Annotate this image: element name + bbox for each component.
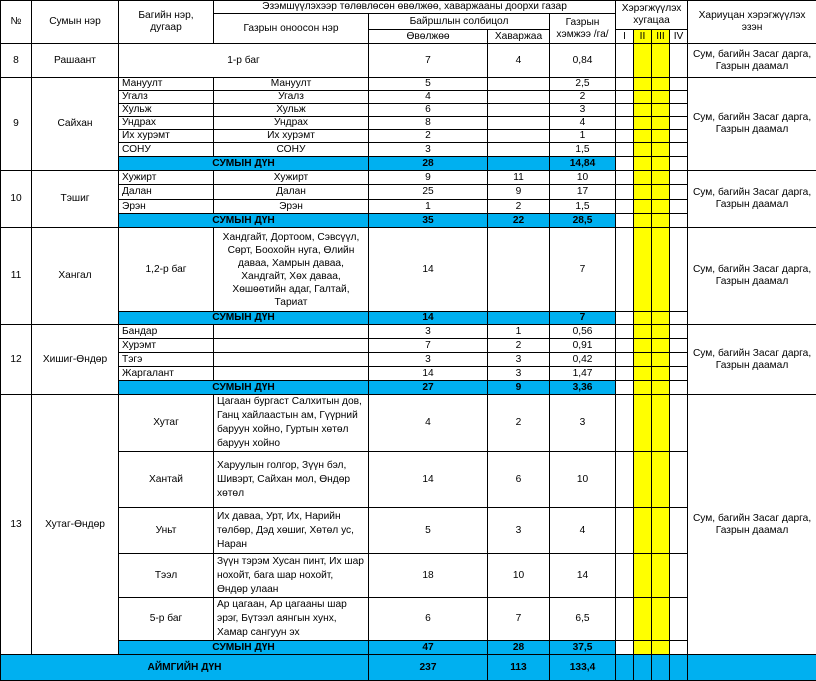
winter-value: 8	[369, 117, 488, 130]
size-value: 4	[550, 508, 616, 554]
term-cell	[634, 554, 652, 598]
spring-value: 1	[488, 325, 550, 339]
area-name: Харуулын голгор, Зүүн бэл, Шивэрт, Сайхан мол, Өндөр хөтөл	[214, 452, 369, 508]
term-cell	[652, 325, 670, 339]
bag-name: Хутаг	[119, 395, 214, 452]
bag-name: Уньт	[119, 508, 214, 554]
area-name	[214, 339, 369, 353]
subtotal-size: 3,36	[550, 381, 616, 395]
spring-value	[488, 228, 550, 312]
subtotal-label: СУМЫН ДҮН	[119, 641, 369, 655]
area-name	[214, 367, 369, 381]
size-value: 1	[550, 130, 616, 143]
subtotal-winter: 27	[369, 381, 488, 395]
responsible: Сум, багийн Засаг дарга, Газрын даамал	[688, 171, 816, 228]
term-cell	[670, 554, 688, 598]
term-cell	[616, 395, 634, 452]
term-cell	[634, 200, 652, 214]
term-cell	[616, 598, 634, 641]
header-soum: Сумын нэр	[32, 1, 119, 44]
term-cell	[634, 381, 652, 395]
responsible: Сум, багийн Засаг дарга, Газрын даамал	[688, 228, 816, 325]
term-cell	[616, 339, 634, 353]
term-cell	[616, 200, 634, 214]
header-top: Эзэмшүүлэхээр төлөвлөсөн өвөлжөө, хаваржааны доорхи газар	[214, 1, 616, 14]
term-cell	[616, 157, 634, 171]
term-cell	[652, 367, 670, 381]
term-cell	[634, 143, 652, 157]
term-cell	[616, 117, 634, 130]
term-cell	[670, 200, 688, 214]
bag-name: Далан	[119, 185, 214, 200]
term-cell	[616, 44, 634, 78]
subtotal-spring	[488, 157, 550, 171]
area-name: Ар цагаан, Ар цагааны шар эрэг, Бүтээл аянгын хунх, Хамар сангуун эх	[214, 598, 369, 641]
term-cell	[652, 228, 670, 312]
bag-name: Жаргалант	[119, 367, 214, 381]
term-cell	[634, 78, 652, 91]
term-cell	[634, 353, 652, 367]
term-cell	[670, 508, 688, 554]
responsible: Сум, багийн Засаг дарга, Газрын даамал	[688, 44, 816, 78]
total-label: АЙМГИЙН ДҮН	[1, 655, 369, 681]
responsible: Сум, багийн Засаг дарга, Газрын даамал	[688, 78, 816, 171]
subtotal-spring: 28	[488, 641, 550, 655]
term-cell	[670, 171, 688, 185]
area-name: Хандгайт, Дортоом, Сэвсүүл, Сөрт, Боохойн нуга, Өлийн даваа, Хамрын даваа, Хандгайт, Хөх даваа, Хөшөөтийн адаг, Галтай, Тариат	[214, 228, 369, 312]
term-cell	[634, 91, 652, 104]
term-cell	[670, 641, 688, 655]
subtotal-winter: 35	[369, 214, 488, 228]
size-value: 1,5	[550, 143, 616, 157]
soum-name: Хангал	[32, 228, 119, 325]
row-num: 11	[1, 228, 32, 325]
size-value: 1,5	[550, 200, 616, 214]
header-existing: Байршлын солбицол	[369, 14, 550, 30]
term-cell	[670, 130, 688, 143]
winter-value: 3	[369, 353, 488, 367]
term-cell	[652, 143, 670, 157]
bag-name: Хурэмт	[119, 339, 214, 353]
header-term-t1: I	[616, 30, 634, 44]
term-cell	[616, 143, 634, 157]
spring-value: 2	[488, 200, 550, 214]
table-row	[1, 325, 816, 339]
table-row	[1, 78, 816, 91]
spring-value: 2	[488, 395, 550, 452]
header-bag: Багийн нэр, дугаар	[119, 1, 214, 44]
term-cell	[652, 641, 670, 655]
term-cell	[652, 130, 670, 143]
term-cell	[634, 641, 652, 655]
size-value: 7	[550, 228, 616, 312]
row-num: 13	[1, 395, 32, 655]
header-term-t2: II	[634, 30, 652, 44]
term-cell	[670, 157, 688, 171]
bag-name: Угалз	[119, 91, 214, 104]
bag-name: Тээл	[119, 554, 214, 598]
term-cell	[670, 452, 688, 508]
size-value: 17	[550, 185, 616, 200]
bag-name: Ундрах	[119, 117, 214, 130]
area-name: Их даваа, Урт, Их, Нарийн төлбөр, Дэд хөшиг, Хөтөл ус, Наран	[214, 508, 369, 554]
term-cell	[652, 381, 670, 395]
header-winter: Өвөлжөө	[369, 30, 488, 44]
term-cell	[616, 91, 634, 104]
spring-value	[488, 117, 550, 130]
total-resp	[688, 655, 816, 681]
bag-name: 1,2-р баг	[119, 228, 214, 312]
term-cell	[616, 185, 634, 200]
area-name: Далан	[214, 185, 369, 200]
term-cell	[652, 312, 670, 325]
header-term: Хэрэгжүүлэх хугацаа	[616, 1, 688, 30]
subtotal-label: СУМЫН ДҮН	[119, 381, 369, 395]
term-cell	[652, 395, 670, 452]
term-cell	[634, 598, 652, 641]
subtotal-spring: 22	[488, 214, 550, 228]
soum-name: Сайхан	[32, 78, 119, 171]
table-row	[1, 44, 816, 78]
area-name: Цагаан бургаст Салхитын дов, Ганц хайлаастын ам, Гүүрний баруун хойно, Гуртын хөтөл баруун хойно	[214, 395, 369, 452]
row-num: 8	[1, 44, 32, 78]
bag-name: Хужирт	[119, 171, 214, 185]
term-cell	[652, 185, 670, 200]
size-value: 0,42	[550, 353, 616, 367]
term-cell	[652, 171, 670, 185]
header-spring: Хаваржаа	[488, 30, 550, 44]
winter-value: 5	[369, 508, 488, 554]
term-cell	[670, 78, 688, 91]
bag-name: Бандар	[119, 325, 214, 339]
term-cell	[652, 452, 670, 508]
term-cell	[652, 117, 670, 130]
area-name	[214, 353, 369, 367]
winter-value: 6	[369, 104, 488, 117]
spring-value	[488, 78, 550, 91]
winter-value: 14	[369, 228, 488, 312]
winter-value: 1	[369, 200, 488, 214]
size-value: 14	[550, 554, 616, 598]
winter-value: 25	[369, 185, 488, 200]
total-winter: 237	[369, 655, 488, 681]
term-cell	[616, 78, 634, 91]
winter-value: 14	[369, 452, 488, 508]
term-cell	[616, 353, 634, 367]
area-name: СОНУ	[214, 143, 369, 157]
term-cell	[616, 214, 634, 228]
term-cell	[652, 598, 670, 641]
size-value: 3	[550, 104, 616, 117]
term-cell	[634, 228, 652, 312]
term-cell	[616, 381, 634, 395]
winter-value: 14	[369, 367, 488, 381]
spring-value: 3	[488, 353, 550, 367]
term-cell	[670, 381, 688, 395]
area-name: Ундрах	[214, 117, 369, 130]
term-cell	[652, 91, 670, 104]
winter-value: 7	[369, 44, 488, 78]
spring-value: 3	[488, 508, 550, 554]
term-cell	[670, 214, 688, 228]
term-cell	[616, 312, 634, 325]
term-cell	[634, 655, 652, 681]
spring-value: 3	[488, 367, 550, 381]
spring-value	[488, 104, 550, 117]
winter-value: 4	[369, 91, 488, 104]
table-row	[1, 228, 816, 312]
area-name: Их хурэмт	[214, 130, 369, 143]
term-cell	[634, 157, 652, 171]
term-cell	[616, 508, 634, 554]
area-name: Угалз	[214, 91, 369, 104]
term-cell	[670, 185, 688, 200]
header-size: Газрын хэмжээ /га/	[550, 14, 616, 44]
header-term-t3: III	[652, 30, 670, 44]
term-cell	[652, 157, 670, 171]
winter-value: 2	[369, 130, 488, 143]
row-num: 10	[1, 171, 32, 228]
term-cell	[634, 367, 652, 381]
subtotal-size: 7	[550, 312, 616, 325]
term-cell	[670, 395, 688, 452]
soum-name: Тэшиг	[32, 171, 119, 228]
subtotal-label: СУМЫН ДҮН	[119, 312, 369, 325]
term-cell	[616, 641, 634, 655]
term-cell	[670, 104, 688, 117]
soum-name: Рашаант	[32, 44, 119, 78]
subtotal-size: 14,84	[550, 157, 616, 171]
subtotal-size: 28,5	[550, 214, 616, 228]
term-cell	[616, 171, 634, 185]
term-cell	[634, 214, 652, 228]
size-value: 6,5	[550, 598, 616, 641]
term-cell	[670, 117, 688, 130]
term-cell	[652, 655, 670, 681]
term-cell	[670, 655, 688, 681]
bag-name: 5-р баг	[119, 598, 214, 641]
winter-value: 4	[369, 395, 488, 452]
size-value: 1,47	[550, 367, 616, 381]
term-cell	[616, 554, 634, 598]
size-value: 0,91	[550, 339, 616, 353]
size-value: 2,5	[550, 78, 616, 91]
term-cell	[634, 117, 652, 130]
total-size: 133,4	[550, 655, 616, 681]
term-cell	[652, 200, 670, 214]
area-name: Зүүн тэрэм Хусан пинт, Их шар нохойт, бага шар нохойт, Өндөр улаан	[214, 554, 369, 598]
size-value: 10	[550, 452, 616, 508]
soum-name: Хутаг-Өндөр	[32, 395, 119, 655]
table-row	[1, 395, 816, 452]
subtotal-spring: 9	[488, 381, 550, 395]
bag-name: Эрэн	[119, 200, 214, 214]
soum-name: Хишиг-Өндөр	[32, 325, 119, 395]
size-value: 3	[550, 395, 616, 452]
term-cell	[634, 339, 652, 353]
header-num: №	[1, 1, 32, 44]
term-cell	[652, 339, 670, 353]
subtotal-winter: 28	[369, 157, 488, 171]
spring-value: 11	[488, 171, 550, 185]
winter-value: 6	[369, 598, 488, 641]
spring-value: 4	[488, 44, 550, 78]
term-cell	[634, 508, 652, 554]
term-cell	[670, 91, 688, 104]
size-value: 0,56	[550, 325, 616, 339]
winter-value: 7	[369, 339, 488, 353]
term-cell	[670, 143, 688, 157]
area-name	[214, 325, 369, 339]
table-row	[1, 655, 816, 681]
subtotal-size: 37,5	[550, 641, 616, 655]
size-value: 10	[550, 171, 616, 185]
winter-value: 18	[369, 554, 488, 598]
winter-value: 3	[369, 325, 488, 339]
subtotal-winter: 47	[369, 641, 488, 655]
bag-name: Их хурэмт	[119, 130, 214, 143]
area-name: Хульж	[214, 104, 369, 117]
table-row	[1, 1, 816, 14]
responsible: Сум, багийн Засаг дарга, Газрын даамал	[688, 325, 816, 395]
winter-value: 3	[369, 143, 488, 157]
term-cell	[616, 325, 634, 339]
bag-name: Хантай	[119, 452, 214, 508]
term-cell	[670, 367, 688, 381]
term-cell	[616, 130, 634, 143]
spring-value: 9	[488, 185, 550, 200]
term-cell	[652, 214, 670, 228]
term-cell	[634, 44, 652, 78]
term-cell	[652, 353, 670, 367]
term-cell	[670, 598, 688, 641]
spring-value: 7	[488, 598, 550, 641]
header-term-t4: IV	[670, 30, 688, 44]
term-cell	[616, 655, 634, 681]
winter-value: 5	[369, 78, 488, 91]
term-cell	[652, 44, 670, 78]
term-cell	[634, 312, 652, 325]
bag-name: 1-р баг	[119, 44, 369, 78]
term-cell	[634, 171, 652, 185]
bag-name: Хульж	[119, 104, 214, 117]
term-cell	[670, 228, 688, 312]
term-cell	[634, 325, 652, 339]
term-cell	[670, 325, 688, 339]
spring-value	[488, 130, 550, 143]
term-cell	[634, 395, 652, 452]
row-num: 12	[1, 325, 32, 395]
subtotal-spring	[488, 312, 550, 325]
area-name: Эрэн	[214, 200, 369, 214]
subtotal-label: СУМЫН ДҮН	[119, 214, 369, 228]
term-cell	[670, 44, 688, 78]
term-cell	[652, 104, 670, 117]
responsible: Сум, багийн Засаг дарга, Газрын даамал	[688, 395, 816, 655]
area-name: Хужирт	[214, 171, 369, 185]
spring-value	[488, 143, 550, 157]
term-cell	[670, 353, 688, 367]
winter-value: 9	[369, 171, 488, 185]
total-spring: 113	[488, 655, 550, 681]
size-value: 0,84	[550, 44, 616, 78]
spring-value: 2	[488, 339, 550, 353]
term-cell	[634, 130, 652, 143]
term-cell	[634, 452, 652, 508]
row-num: 9	[1, 78, 32, 171]
term-cell	[616, 104, 634, 117]
term-cell	[616, 228, 634, 312]
term-cell	[634, 104, 652, 117]
term-cell	[670, 312, 688, 325]
term-cell	[634, 185, 652, 200]
header-area-name: Газрын оноосон нэр	[214, 14, 369, 44]
subtotal-winter: 14	[369, 312, 488, 325]
area-name: Мануулт	[214, 78, 369, 91]
term-cell	[616, 452, 634, 508]
subtotal-label: СУМЫН ДҮН	[119, 157, 369, 171]
term-cell	[652, 78, 670, 91]
size-value: 2	[550, 91, 616, 104]
bag-name: Мануулт	[119, 78, 214, 91]
header-resp: Хариуцан хэрэгжүүлэх эзэн	[688, 1, 816, 44]
spring-value	[488, 91, 550, 104]
size-value: 4	[550, 117, 616, 130]
spring-value: 6	[488, 452, 550, 508]
term-cell	[616, 367, 634, 381]
term-cell	[652, 554, 670, 598]
table-row	[1, 171, 816, 185]
term-cell	[670, 339, 688, 353]
term-cell	[652, 508, 670, 554]
bag-name: СОНУ	[119, 143, 214, 157]
spring-value: 10	[488, 554, 550, 598]
bag-name: Тэгэ	[119, 353, 214, 367]
